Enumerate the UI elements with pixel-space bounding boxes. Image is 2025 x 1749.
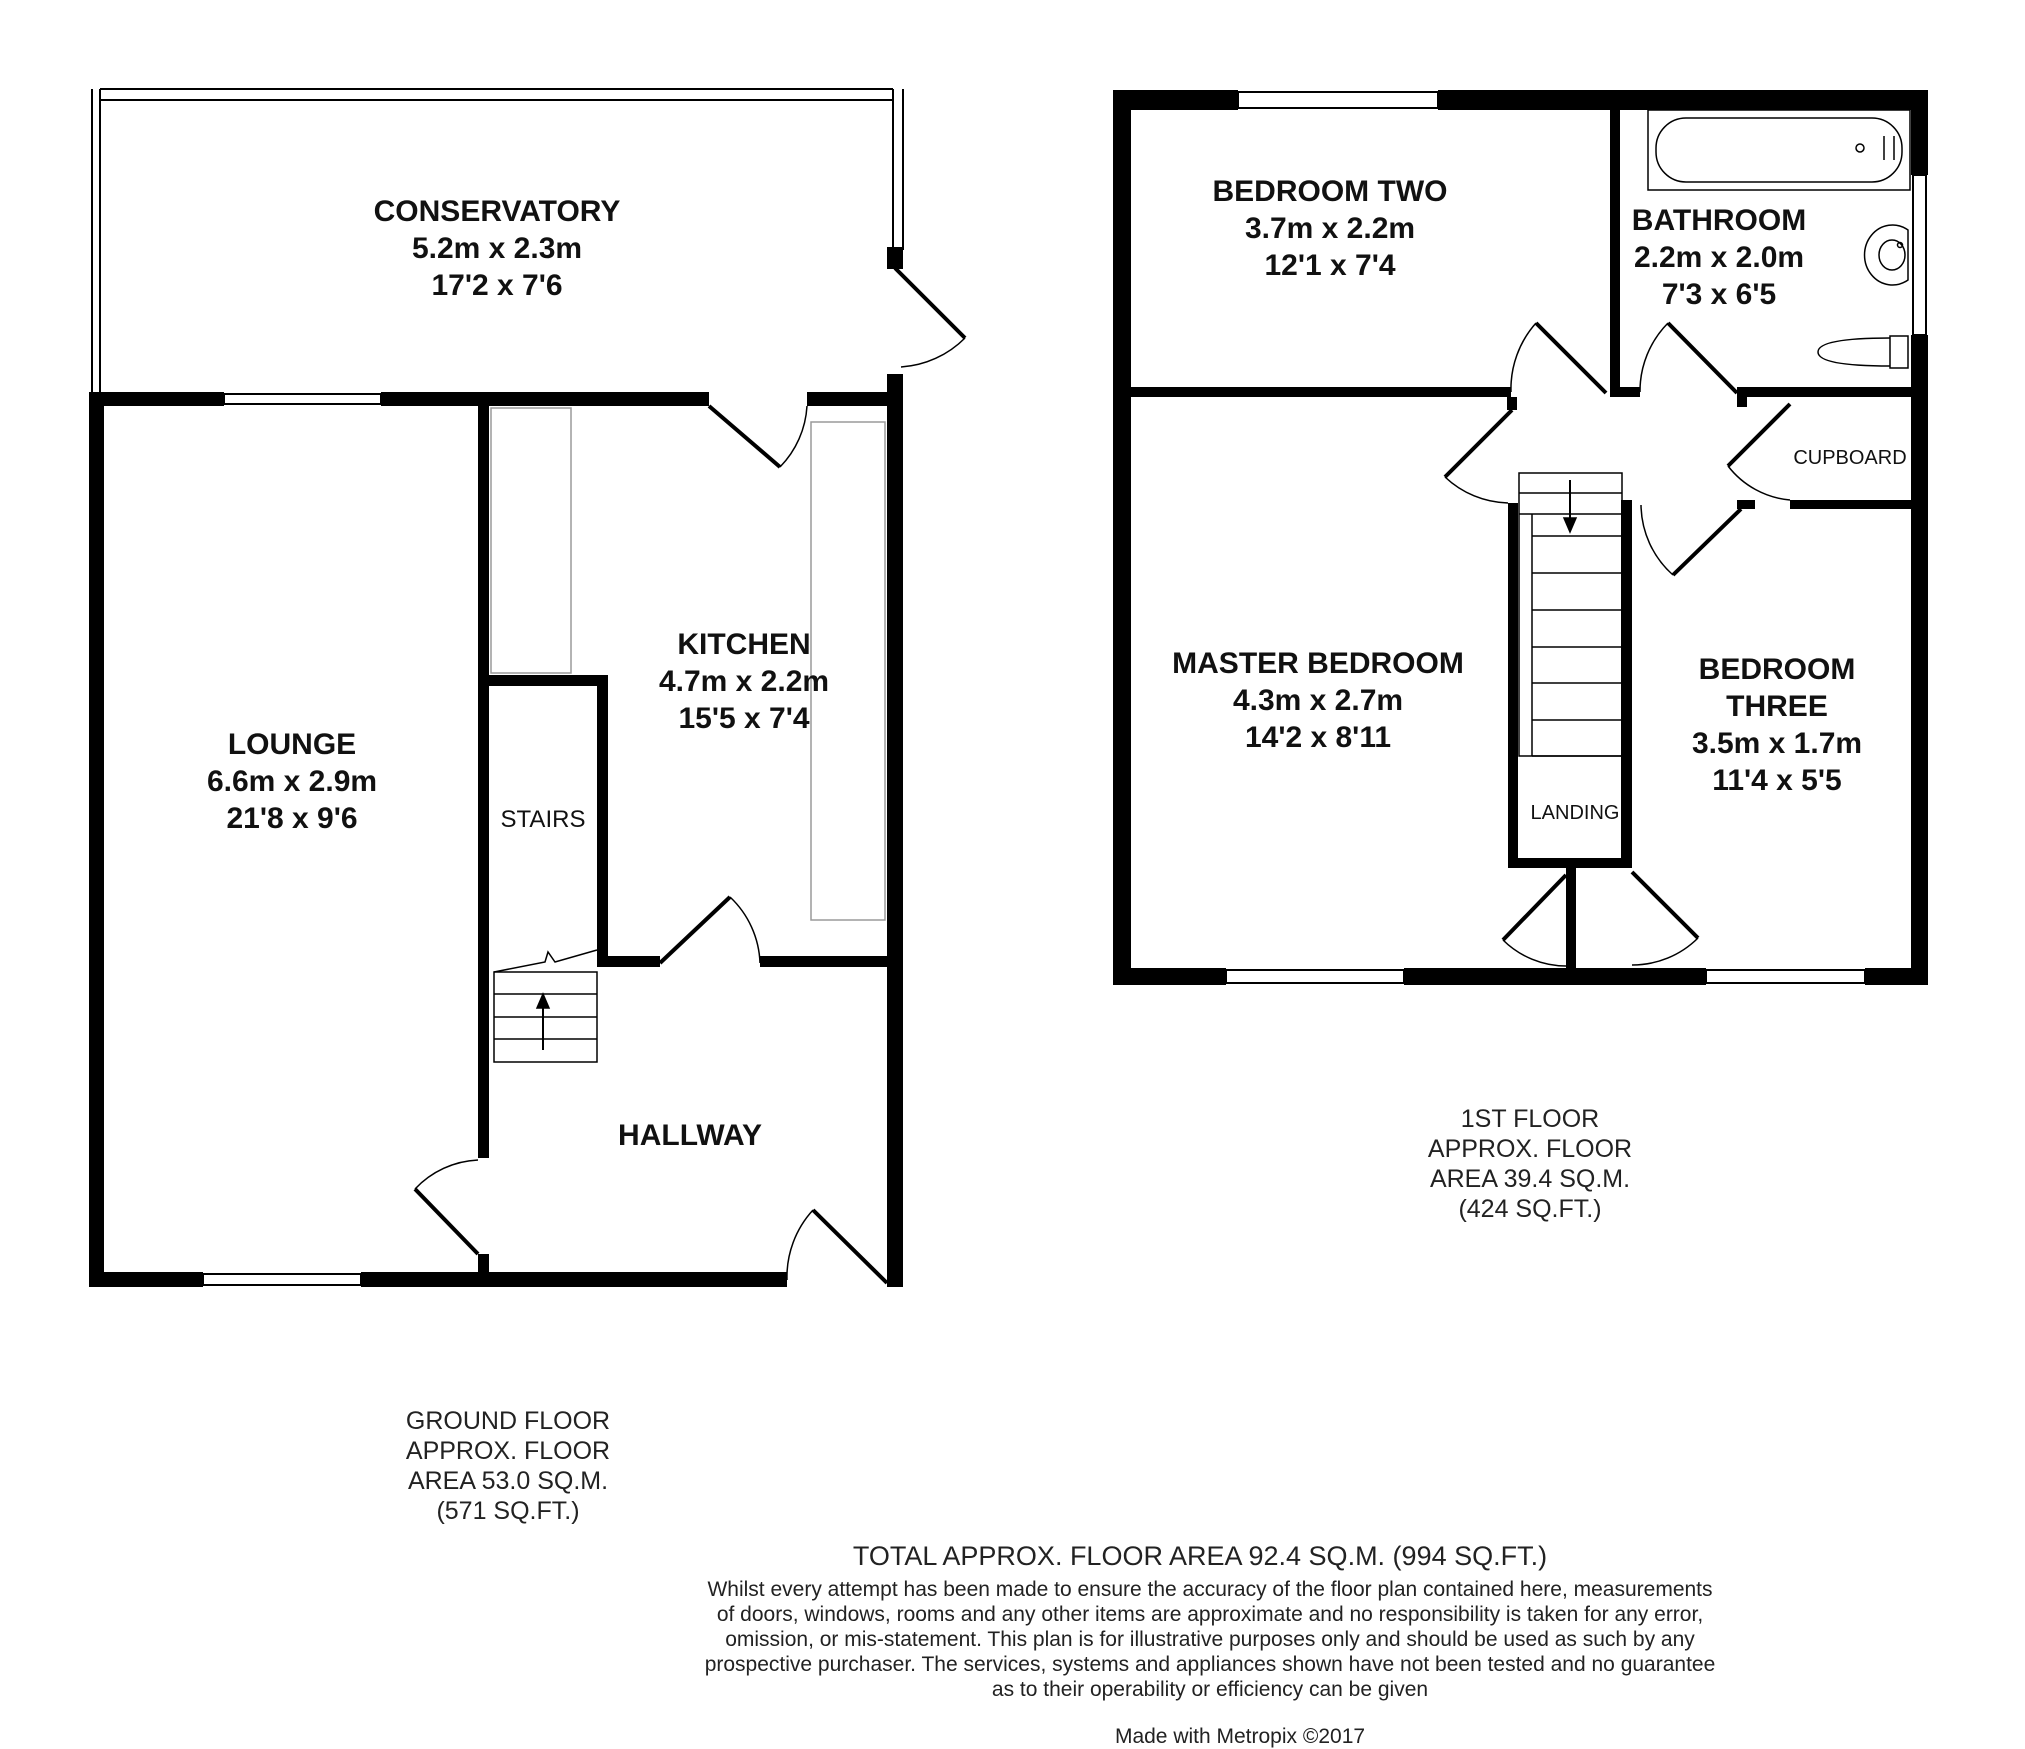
ground-walls (89, 374, 903, 1287)
wall-bath-bottom-right (1737, 387, 1911, 397)
caption-line: (571 SQ.FT.) (436, 1497, 580, 1525)
front-door (787, 1210, 887, 1283)
disclaimer (600, 1578, 1820, 1703)
wall-south-right (361, 1272, 787, 1287)
wall-south-left (1113, 968, 1226, 985)
bathtub-icon (1648, 110, 1910, 190)
wall-stair-enclosure-top (478, 675, 608, 686)
disclaimer-line: of doors, windows, rooms and any other items are approximate and no responsibility is taken for any error, (716, 1602, 1704, 1626)
room-master-bedroom (1172, 647, 1464, 754)
wall-west (1113, 90, 1131, 985)
wall-landing-left (1508, 503, 1518, 868)
wall-stair-enclosure-right (597, 675, 608, 965)
wall-lounge-stub (478, 1254, 489, 1284)
caption-line: AREA 39.4 SQ.M. (1429, 1165, 1631, 1193)
room-name: BEDROOM TWO (1212, 175, 1448, 208)
room-hallway (618, 1119, 762, 1152)
kitchen-conservatory-door (709, 406, 807, 467)
toilet-icon (1818, 336, 1908, 368)
wall-west (89, 392, 104, 1287)
ground-floor-plan (89, 89, 965, 1287)
landing-label: LANDING (1530, 802, 1620, 824)
room-imperial: 12'1 x 7'4 (1264, 249, 1396, 282)
room-imperial: 14'2 x 8'11 (1244, 721, 1392, 754)
master-door (1445, 410, 1512, 503)
room-kitchen (659, 628, 829, 735)
caption-line: (424 SQ.FT.) (1458, 1195, 1602, 1223)
wall-east-lower (1911, 335, 1928, 985)
caption-line: APPROX. FLOOR (1427, 1135, 1633, 1163)
room-bathroom (1632, 204, 1806, 311)
wall-cupboard-left-stub (1737, 397, 1747, 407)
first-floor-caption (1390, 1104, 1670, 1224)
wall-landing-bottom (1508, 858, 1632, 868)
wall-conservatory-pier (887, 247, 903, 269)
room-metric: 4.7m x 2.2m (658, 665, 830, 698)
room-metric: 4.3m x 2.7m (1232, 684, 1404, 717)
wall-south-middle (1404, 968, 1706, 985)
kitchen-hall-door (660, 897, 760, 963)
caption-line: 1ST FLOOR (1460, 1105, 1600, 1133)
window-bed2-north (1238, 92, 1438, 108)
room-metric: 3.7m x 2.2m (1244, 212, 1416, 245)
room-name: BATHROOM (1631, 204, 1807, 237)
bathroom-door (1640, 323, 1737, 393)
wall-master-top-stub (1507, 397, 1517, 410)
disclaimer-line: omission, or mis-statement. This plan is for illustrative purposes only and should be used as such by any (725, 1627, 1695, 1651)
room-metric: 5.2m x 2.3m (411, 232, 583, 265)
room-conservatory (374, 195, 621, 302)
first-floor-plan (1113, 90, 1928, 985)
ground-floor-caption (368, 1406, 648, 1526)
landing-stairs (1519, 473, 1622, 756)
lounge-hall-door (415, 1160, 478, 1254)
basin-icon (1865, 225, 1908, 285)
credit: Made with Metropix ©2017 (1114, 1725, 1366, 1748)
room-name: KITCHEN (677, 628, 811, 661)
kitchen-worktops (491, 408, 885, 920)
room-metric: 6.6m x 2.9m (206, 765, 378, 798)
cupboard-door (1728, 404, 1790, 500)
wall-lounge-partition (478, 406, 489, 1158)
bed3-closet-door (1632, 872, 1698, 965)
ground-windows (203, 394, 381, 1285)
wall-closet-divider (1566, 868, 1576, 968)
room-name: LOUNGE (227, 728, 357, 761)
room-name-line1: BEDROOM (1698, 653, 1856, 686)
room-name: CONSERVATORY (373, 195, 621, 228)
wall-bed3-top (1737, 500, 1755, 509)
wall-north-kitchen (807, 392, 894, 406)
window-master-south (1226, 970, 1404, 983)
room-imperial: 15'5 x 7'4 (678, 702, 810, 735)
window-bed3-south (1706, 970, 1865, 983)
cupboard-label: CUPBOARD (1793, 447, 1907, 469)
disclaimer-line: prospective purchaser. The services, systems and appliances shown have not been tested and no guarantee (704, 1652, 1716, 1676)
master-closet-door (1503, 875, 1566, 966)
caption-line: APPROX. FLOOR (405, 1437, 611, 1465)
room-imperial: 21'8 x 9'6 (226, 802, 358, 835)
room-name-line2: THREE (1726, 690, 1828, 723)
wall-kitchen-south-left (597, 956, 660, 967)
wall-bed2-bath (1610, 110, 1620, 393)
disclaimer-line: as to their operability or efficiency can be given (991, 1677, 1429, 1701)
wall-bed2-bottom (1131, 387, 1511, 397)
bed2-door (1511, 323, 1606, 393)
wall-cupboard-bottom (1790, 500, 1911, 509)
window-lounge-south (203, 1274, 361, 1285)
wall-east (887, 374, 903, 1287)
caption-line: GROUND FLOOR (405, 1407, 611, 1435)
wall-east-upper (1911, 90, 1928, 175)
bed3-door (1641, 505, 1741, 575)
room-bedroom-three (1692, 653, 1862, 797)
room-imperial: 7'3 x 6'5 (1661, 278, 1777, 311)
total-area: TOTAL APPROX. FLOOR AREA 92.4 SQ.M. (994 SQ.FT.) (852, 1541, 1548, 1571)
stairs-label: STAIRS (500, 806, 586, 833)
wall-north-lounge (89, 392, 224, 406)
wall-north-right (1438, 90, 1928, 110)
room-metric: 2.2m x 2.0m (1633, 241, 1805, 274)
wall-north-left (1113, 90, 1238, 110)
window-lounge-north (224, 394, 381, 404)
wall-bath-bottom-left (1610, 387, 1640, 397)
room-name: MASTER BEDROOM (1172, 647, 1464, 680)
wall-north-middle (381, 392, 709, 406)
wall-south-left (89, 1272, 203, 1287)
bathroom-fixtures (1648, 110, 1910, 368)
conservatory-door[interactable] (895, 268, 965, 367)
room-lounge (207, 728, 377, 835)
first-doors[interactable] (1445, 323, 1790, 966)
wall-kitchen-south-right (760, 956, 887, 967)
ground-stairs (494, 950, 597, 1062)
room-metric: 3.5m x 1.7m (1691, 727, 1863, 760)
room-name: HALLWAY (618, 1119, 762, 1152)
room-imperial: 17'2 x 7'6 (431, 269, 563, 302)
disclaimer-line: Whilst every attempt has been made to ensure the accuracy of the floor plan contained here, measurements (707, 1578, 1713, 1601)
room-imperial: 11'4 x 5'5 (1712, 764, 1842, 797)
room-bedroom-two (1213, 175, 1448, 282)
window-bath-east (1913, 175, 1926, 335)
caption-line: AREA 53.0 SQ.M. (407, 1467, 609, 1495)
